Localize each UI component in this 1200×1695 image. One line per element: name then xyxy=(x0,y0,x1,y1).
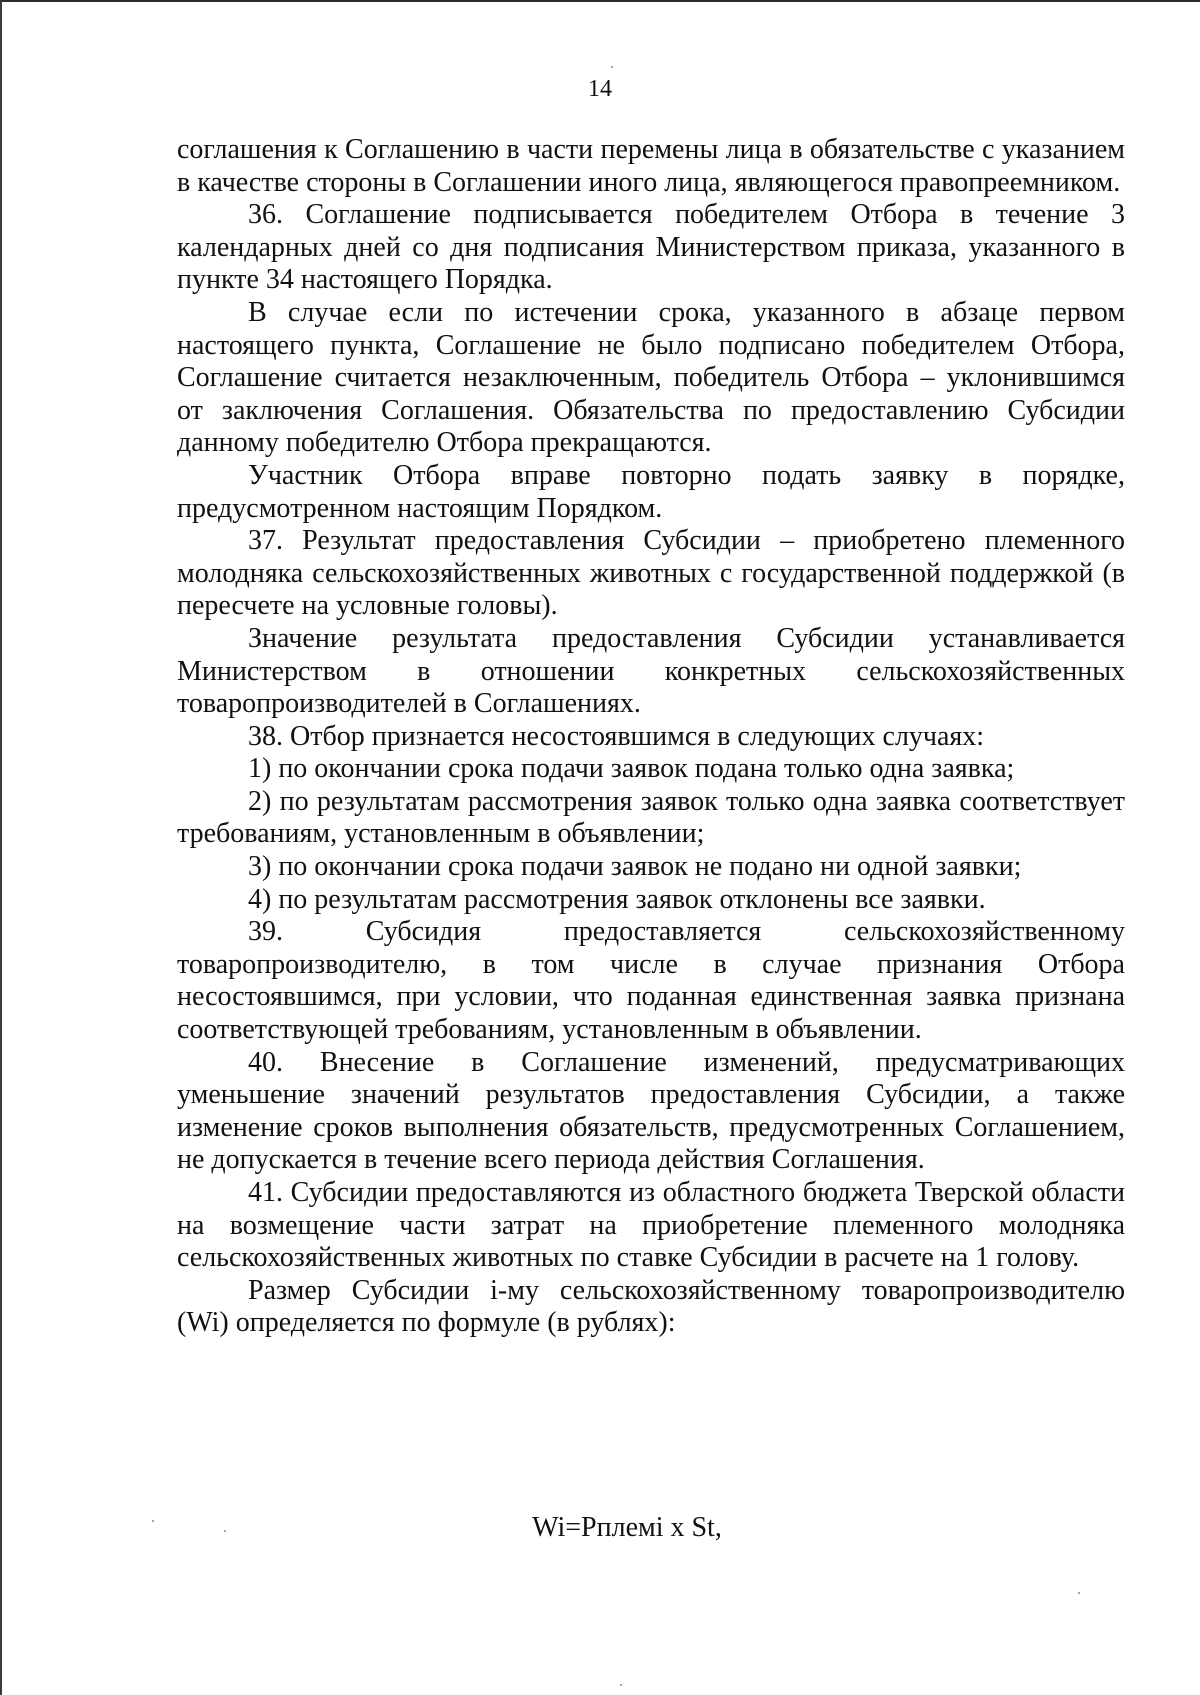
paragraph-36: 36. Соглашение подписывается победителем Отбора в течение 3 календарных дней со дня подписания Министерством приказа, указанного в пункте 34 настоящего Порядка. xyxy=(177,199,1125,296)
scan-edge-left xyxy=(0,0,2,1695)
paragraph-40: 40. Внесение в Соглашение изменений, предусматривающих уменьшение значений результатов предоставления Субсидии, а также изменение сроков выполнения обязательств, предусмотренных Соглашением, не допускается в течение всего периода действия Соглашения. xyxy=(177,1046,1125,1176)
subsidy-formula: Wi=Pплемi x St, xyxy=(532,1512,722,1543)
paragraph-39: 39. Субсидия предоставляется сельскохозяйственному товаропроизводителю, в том числе в случае признания Отбора несостоявшимся, при условии, что поданная единственная заявка признана соответствующей требованиям, установленным в объявлении. xyxy=(177,916,1125,1046)
paragraph-38: 38. Отбор признается несостоявшимся в следующих случаях: xyxy=(248,720,985,752)
body-text xyxy=(177,134,1125,1340)
list-item-38-4: 4) по результатам рассмотрения заявок отклонены все заявки. xyxy=(248,883,986,915)
scan-speck xyxy=(620,1684,622,1686)
paragraph-37: 37. Результат предоставления Субсидии – приобретено племенного молодняка сельскохозяйственных животных с государственной поддержкой (в пересчете на условные головы). xyxy=(177,525,1125,622)
list-item-38-2: 2) по результатам рассмотрения заявок только одна заявка соответствует требованиям, установленным в объявлении; xyxy=(177,785,1125,850)
scan-speck xyxy=(1078,1592,1080,1594)
list-item-38-1: 1) по окончании срока подачи заявок подана только одна заявка; xyxy=(248,753,1015,785)
scan-speck xyxy=(611,66,613,68)
list-item-38-3: 3) по окончании срока подачи заявок не подано ни одной заявки; xyxy=(248,851,1022,883)
scan-edge-top xyxy=(0,0,1200,2)
paragraph-37-value: Значение результата предоставления Субсидии устанавливается Министерством в отношении конкретных сельскохозяйственных товаропроизводителей в Соглашениях. xyxy=(177,622,1125,720)
scan-speck xyxy=(152,1520,154,1522)
scan-speck xyxy=(224,1530,226,1532)
paragraph-36-resubmit: Участник Отбора вправе повторно подать заявку в порядке, предусмотренном настоящим Порядком. xyxy=(177,459,1125,524)
paragraph-36-refusal: В случае если по истечении срока, указанного в абзаце первом настоящего пункта, Соглашение не было подписано победителем Отбора, Соглашение считается незаключенным, победитель Отбора – уклонившимся от заключения Соглашения. Обязательства по предоставлению Субсидии данному победителю Отбора прекращаются. xyxy=(177,296,1125,459)
page-number: 14 xyxy=(588,76,612,102)
paragraph-41-formula-intro: Размер Субсидии i-му сельскохозяйственному товаропроизводителю (Wi) определяется по формуле (в рублях): xyxy=(177,1274,1125,1339)
paragraph-continuation: соглашения к Соглашению в части перемены лица в обязательстве с указанием в качестве стороны в Соглашении иного лица, являющегося правопреемником. xyxy=(177,134,1125,198)
paragraph-41: 41. Субсидии предоставляются из областного бюджета Тверской области на возмещение части затрат на приобретение племенного молодняка сельскохозяйственных животных по ставке Субсидии в расчете на 1 голову. xyxy=(177,1177,1125,1274)
